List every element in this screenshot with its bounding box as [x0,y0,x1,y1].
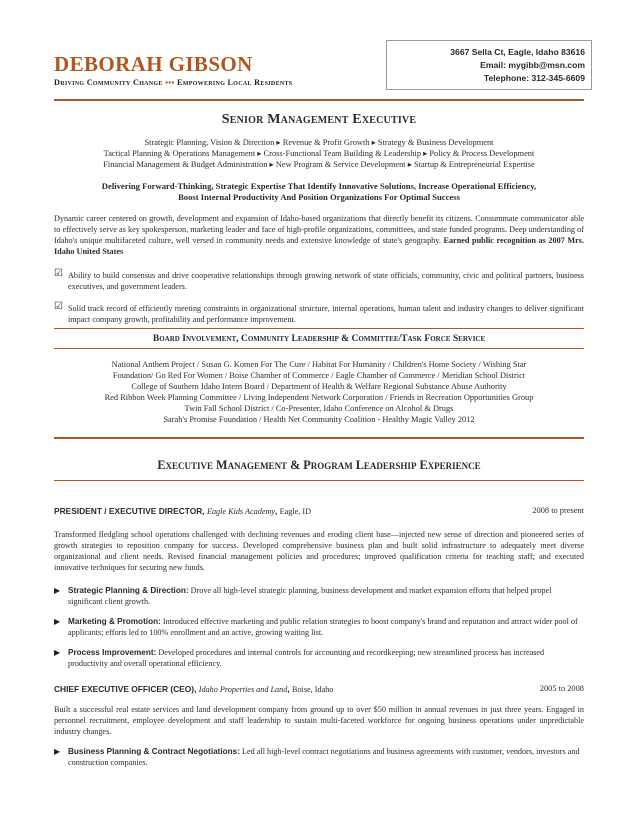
job-dates: 2005 to 2008 [539,684,584,693]
competency-line: Strategic Planning, Vision & Direction ▸ Revenue & Profit Growth ▸ Strategy & Business Development [144,138,494,147]
triangle-right-icon: ▶ [54,617,61,626]
contact-email[interactable]: Email: mygibb@msn.com [480,60,585,70]
profile-text: Dynamic career centered on growth, development and expansion of Idaho-based organizations that directly benefit its citizens. Consummate communicator able to effectively serve as key spokesperson, marketing leader and face of high-profile organizations, committees, and state funded programs. Deep understanding of Idaho's unique multifaceted culture, well versed in community needs and extensive knowledge of state's geography. [54,214,584,245]
tagline-right: Empowering Local Residents [177,78,293,87]
summary-title: Senior Management Executive [221,112,417,127]
job-location: Eagle, ID [279,507,312,516]
resume-name: DEBORAH GIBSON [54,52,253,76]
job-title-line: PRESIDENT / EXECUTIVE DIRECTOR, Eagle Kids Academy, Eagle, ID [54,506,312,516]
contact-box [386,40,592,90]
board-line: Sarah's Promise Foundation / Health Net Community Coalition - Healthy Magic Valley 2012 [163,415,475,424]
experience-title: Executive Management & Program Leadership Experience [157,458,481,472]
triangle-right-icon: ▶ [54,648,61,657]
job-company: Idaho Properties and Land [198,685,288,694]
job-title: PRESIDENT / EXECUTIVE DIRECTOR [54,506,203,516]
checkbox-check-icon: ☑ [54,268,63,279]
section-divider [54,480,584,481]
resume-tagline [54,78,292,87]
bullet-lead: Strategic Planning & Direction [68,586,186,595]
job-company: Eagle Kids Academy [206,507,276,516]
job-dates: 2008 to present [532,506,584,515]
bullet-lead: Process Improvement [68,648,154,657]
triangle-right-icon: ▶ [54,747,61,756]
bullet-text: Introduced effective marketing and public relation strategies to boost company's brand and reputation and attract wider pool of applicants; efforts led to 100% enrollment and an active, growing waiting list. [68,617,578,637]
bullet-text: Developed procedures and internal controls for accounting and recordkeeping; new streamlined process has increased productivity and overall operational efficiency. [68,648,545,668]
board-line: College of Southern Idaho Intern Board / Department of Health & Welfare Regional Substance Abuse Authority [131,382,507,391]
job-bullet: Marketing & Promotion: Introduced effective marketing and public relation strategies to boost company's brand and reputation and attract wider pool of applicants; efforts led to 100% enrollment and an active, growing waiting list. [68,617,578,637]
job-bullet: Process Improvement: Developed procedures and internal controls for accounting and recordkeeping; new streamlined process has increased productivity and overall operational efficiency. [68,648,545,668]
section-divider [54,328,584,329]
bullet-text: Drove all high-level strategic planning, business development and market expansion efforts that helped propel significant client growth. [68,586,552,606]
bullet-lead: Business Planning & Contract Negotiations [68,747,238,756]
header-divider [54,99,584,101]
competency-line: Tactical Planning & Operations Management ▸ Cross-Functional Team Building & Leadership ▸ Policy & Process Development [103,149,535,158]
check-item: Ability to build consensus and drive cooperative relationships through growing network of state officials, community, civic and political partners, business executives, and government leaders. [68,271,584,291]
board-line: National Anthem Project / Susan G. Komen For The Cure / Habitat For Humanity / Children's Home Society / Wishing Star [111,360,527,369]
job-title: CHIEF EXECUTIVE OFFICER (CEO) [54,684,195,694]
check-item: Solid track record of efficiently meeting constraints in organizational structure, internal operations, human talent and industry changes to deliver significant impact company growth, profitability and performance improvement. [68,304,584,324]
job-summary: Transformed fledgling school operations challenged with declining revenues and eroding client base—injected new sense of direction and pioneered series of growth strategies to reposition company for success. Developed comprehensive business plan and built solid infrastructure to adequately meet diverse organizational and client needs. Revised financial management policies and procedures; improved qualification criteria for teaching staff; and executed innovative techniques for securing new funds. [54,530,584,572]
section-divider [54,437,584,439]
tagline-left: Driving Community Change [54,78,163,87]
board-line: Foundation/ Go Red For Women / Boise Chamber of Commerce / Eagle Chamber of Commerce / Meridian School District [112,371,526,380]
competency-line: Financial Management & Budget Administration ▸ New Program & Service Development ▸ Startup & Entrepreneurial Expertise [103,160,535,169]
tagline-separator: ▪▪▪ [165,78,175,87]
triangle-right-icon: ▶ [54,586,61,595]
contact-telephone: Telephone: 312-345-6609 [483,73,585,83]
bullet-text: Led all high-level contract negotiations and business agreements with customer, vendors, investors and construction companies. [68,747,580,767]
section-divider [54,348,584,349]
bullet-lead: Marketing & Promotion [68,617,159,626]
value-statement: Boost Internal Productivity And Position Organizations For Optimal Success [178,192,460,202]
job-bullet: Business Planning & Contract Negotiations: Led all high-level contract negotiations and business agreements with customer, vendors, investors and construction companies. [68,747,580,767]
job-title-line: CHIEF EXECUTIVE OFFICER (CEO), Idaho Properties and Land, Boise, Idaho [54,684,334,694]
board-line: Twin Fall School District / Co-Presenter, Idaho Conference on Alcohol & Drugs [184,404,454,413]
board-line: Red Ribbon Week Planning Committee / Living Independent Network Corporation / Friends in Recreation Opportunities Group [104,393,534,402]
profile-paragraph [54,213,584,257]
profile-recognition: Earned public recognition as 2007 Mrs. Idaho United States [54,236,585,256]
contact-address: 3667 Sella Ct, Eagle, Idaho 83616 [450,47,585,57]
job-location: Boise, Idaho [292,685,334,694]
checkbox-check-icon: ☑ [54,301,63,312]
board-title: Board Involvement, Community Leadership & Committee/Task Force Service [152,333,486,344]
job-bullet: Strategic Planning & Direction: Drove all high-level strategic planning, business development and market expansion efforts that helped propel significant client growth. [68,586,552,606]
value-statement: Delivering Forward-Thinking, Strategic Expertise That Identify Innovative Solutions, Increase Operational Efficiency, [101,181,537,191]
job-summary: Built a successful real estate services and land development company from ground up to over $50 million in annual revenues in just three years. Engaged in personnel recruitment, employee development and staff leadership to sustain multi-faceted workforce for ongoing business operations under unpredictable industry changes. [54,705,584,736]
